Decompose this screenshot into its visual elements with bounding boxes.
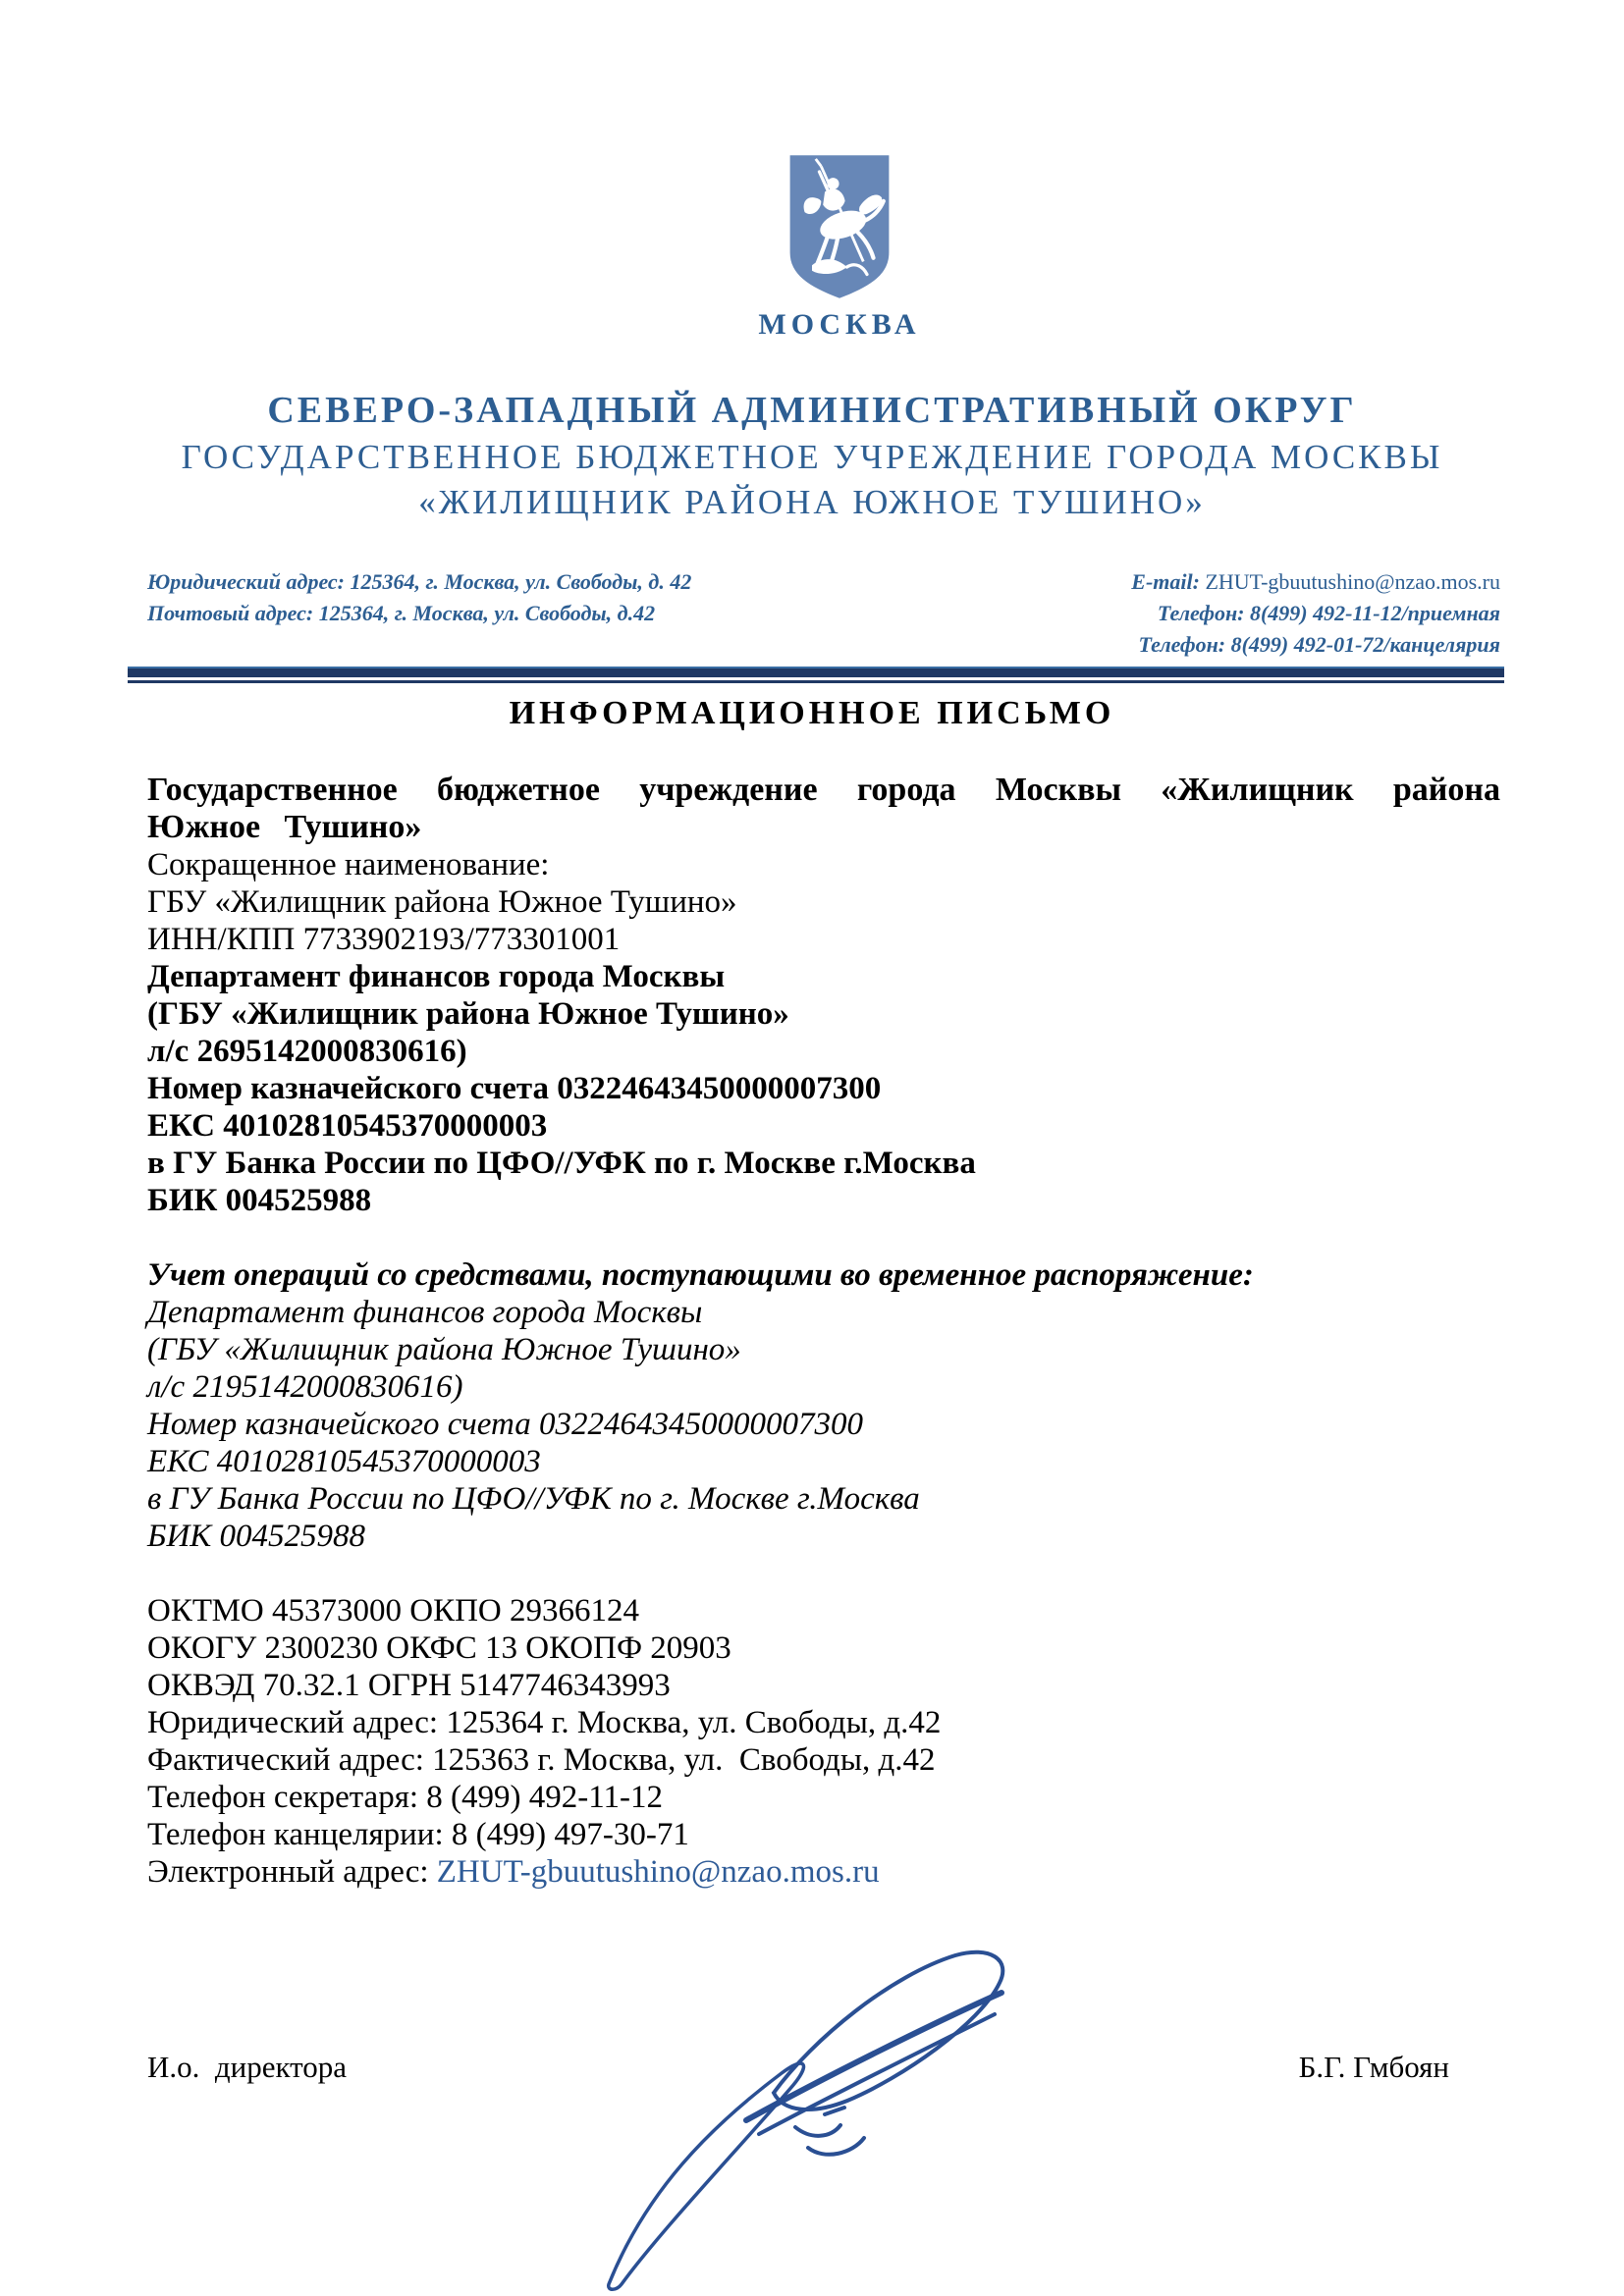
divider-line — [128, 680, 1504, 683]
spacer — [147, 1219, 1500, 1256]
signer-name: Б.Г. Гмбоян — [1298, 2050, 1449, 2084]
office-phone: Телефон канцелярии: 8 (499) 497-30-71 — [147, 1817, 689, 1852]
inn-kpp: ИНН/КПП 7733902193/773301001 — [147, 922, 621, 957]
okogu-okfs-okopf: ОКОГУ 2300230 ОКФС 13 ОКОПФ 20903 — [147, 1630, 731, 1666]
legal-address-body: Юридический адрес: 125364 г. Москва, ул. Свободы, д.42 — [147, 1705, 942, 1740]
signer-position: И.о. директора — [147, 2050, 348, 2084]
eks-account: ЕКС 40102810545370000003 — [147, 1108, 548, 1144]
email-label: E-mail: — [1131, 569, 1200, 594]
district-name: СЕВЕРО-ЗАПАДНЫЙ АДМИНИСТРАТИВНЫЙ ОКРУГ — [267, 390, 1357, 431]
postal-address: Почтовый адрес: 125364, г. Москва, ул. Свободы, д.42 — [147, 601, 656, 625]
bik-number: БИК 004525988 — [147, 1183, 372, 1218]
personal-account-temp: л/с 2195142000830616) — [147, 1369, 463, 1405]
finance-dept: Департамент финансов города Москвы — [147, 959, 726, 994]
phone-office: Телефон: 8(499) 492-01-72/канцелярия — [1138, 632, 1500, 657]
okved-ogrn: ОКВЭД 70.32.1 ОГРН 5147746343993 — [147, 1668, 671, 1703]
secretary-phone: Телефон секретаря: 8 (499) 492-11-12 — [147, 1780, 664, 1815]
logo-caption: МОСКВА — [758, 308, 921, 341]
org-type: ГОСУДАРСТВЕННОЕ БЮДЖЕТНОЕ УЧРЕЖДЕНИЕ ГОРОДА МОСКВЫ — [181, 438, 1443, 476]
spacer — [147, 1555, 1500, 1592]
email-body-link[interactable]: ZHUT-gbuutushino@nzao.mos.ru — [436, 1854, 880, 1890]
short-name-value: ГБУ «Жилищник района Южное Тушино» — [147, 884, 737, 920]
finance-dept-temp: Департамент финансов города Москвы — [147, 1295, 703, 1330]
contacts-right — [1131, 566, 1500, 661]
treasury-account-temp: Номер казначейского счета 03224643450000007300 — [147, 1407, 863, 1442]
short-name-label: Сокращенное наименование: — [147, 847, 550, 882]
temp-funds-heading: Учет операций со средствами, поступающими во временное распоряжение: — [147, 1257, 1254, 1293]
gbu-name: (ГБУ «Жилищник района Южное Тушино» — [147, 996, 789, 1032]
email-value: ZHUT-gbuutushino@nzao.mos.ru — [1205, 569, 1500, 594]
bank-name: в ГУ Банка России по ЦФО//УФК по г. Москве г.Москва — [147, 1146, 976, 1181]
email-body-row — [147, 1853, 1500, 1891]
gbu-name-temp: (ГБУ «Жилищник района Южное Тушино» — [147, 1332, 741, 1367]
eks-account-temp: ЕКС 40102810545370000003 — [147, 1444, 541, 1479]
personal-account: л/с 2695142000830616) — [147, 1034, 467, 1069]
treasury-account: Номер казначейского счета 03224643450000007300 — [147, 1071, 882, 1106]
moscow-emblem-block — [27, 0, 1624, 343]
document-title: ИНФОРМАЦИОННОЕ ПИСЬМО — [509, 695, 1115, 731]
email-body-label: Электронный адрес: — [147, 1854, 437, 1890]
org-full-name: Государственное бюджетное учреждение города Москвы «Жилищник района Южное Тушино» — [147, 772, 1500, 845]
bik-number-temp: БИК 004525988 — [147, 1519, 365, 1554]
oktmo-okpo: ОКТМО 45373000 ОКПО 29366124 — [147, 1593, 639, 1629]
org-name: «ЖИЛИЩНИК РАЙОНА ЮЖНОЕ ТУШИНО» — [418, 483, 1206, 521]
handwritten-signature — [577, 1946, 1039, 2294]
moscow-coat-of-arms-icon — [785, 153, 894, 300]
phone-reception: Телефон: 8(499) 492-11-12/приемная — [1157, 601, 1500, 625]
email-row — [1131, 566, 1500, 598]
bank-name-temp: в ГУ Банка России по ЦФО//УФК по г. Москве г.Москва — [147, 1481, 920, 1517]
org-header — [0, 386, 1624, 525]
contacts-left — [147, 566, 691, 661]
document-body — [0, 772, 1624, 1891]
actual-address-body: Фактический адрес: 125363 г. Москва, ул. Свободы, д.42 — [147, 1742, 936, 1778]
divider-bar — [128, 667, 1504, 677]
letterhead-contacts — [0, 566, 1624, 661]
legal-address: Юридический адрес: 125364, г. Москва, ул. Свободы, д. 42 — [147, 569, 692, 594]
divider-rule — [128, 667, 1504, 683]
